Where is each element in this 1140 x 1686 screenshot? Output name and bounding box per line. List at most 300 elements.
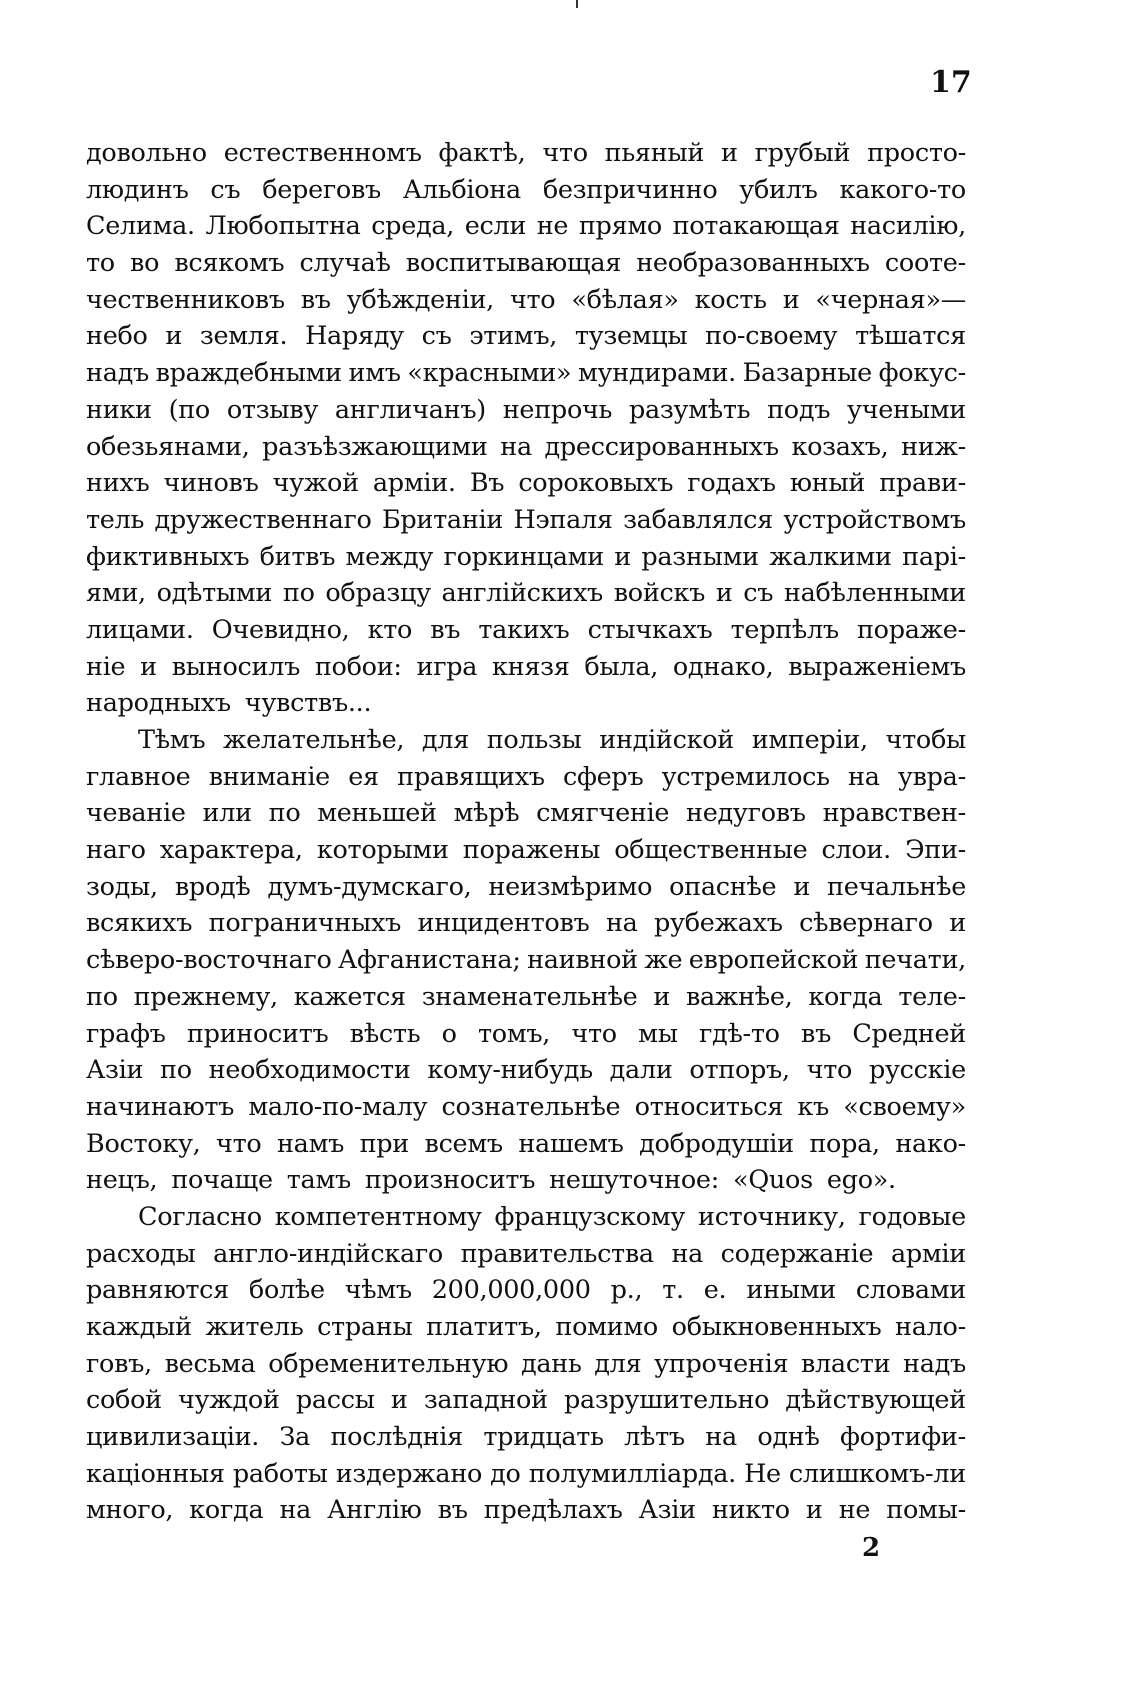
word: русскіе: [868, 1055, 966, 1086]
word: дружественнаго: [154, 504, 372, 535]
word: убилъ: [739, 174, 818, 205]
word: всякихъ: [86, 908, 193, 939]
word: думъ-думскаго,: [267, 871, 472, 902]
word: источнику,: [698, 1201, 846, 1232]
text-line: [86, 355, 966, 392]
word: этимъ,: [469, 321, 558, 352]
word: прави-: [879, 468, 966, 499]
word: фактѣ,: [438, 138, 526, 168]
word: «Quos: [733, 1165, 813, 1196]
word: печальнѣе: [827, 871, 966, 902]
word: гдѣ-то: [699, 1018, 780, 1049]
word: дань: [520, 1348, 582, 1379]
word: что: [806, 1055, 853, 1086]
word: сѣвернаго: [799, 908, 933, 939]
text-line: [86, 1346, 966, 1383]
word: во: [130, 248, 160, 279]
word: пора,: [809, 1128, 880, 1159]
word: главное: [86, 761, 191, 792]
word: европейской: [688, 945, 859, 976]
word: мундирами.: [577, 358, 736, 389]
word: тель: [86, 504, 145, 535]
word: враждебными: [155, 358, 342, 389]
word: недуговъ: [686, 798, 806, 829]
word: нецъ,: [86, 1165, 158, 1196]
word: имъ: [348, 358, 401, 389]
word: земля.: [199, 321, 288, 352]
word: фиктивныхъ: [86, 541, 250, 572]
page-number: 17: [930, 65, 972, 100]
word: и: [782, 284, 800, 315]
word: и: [949, 908, 966, 939]
word: непрочь: [502, 394, 613, 425]
word: тѣшатся: [855, 321, 966, 352]
word: меньшей: [317, 798, 437, 829]
text-line: [86, 1016, 966, 1053]
word: учеными: [847, 394, 966, 425]
word: начинаютъ: [86, 1091, 235, 1122]
word: упроченія: [654, 1348, 789, 1379]
word: страны: [317, 1312, 413, 1342]
word: Наряду: [305, 321, 404, 352]
word: и: [390, 1385, 408, 1416]
word: князя: [492, 651, 570, 682]
text-line: [86, 208, 966, 245]
word: Афганистана;: [338, 945, 521, 976]
word: пограничныхъ: [208, 908, 402, 939]
word: наго: [86, 835, 146, 866]
word: народныхъ: [86, 688, 231, 719]
word: съ: [421, 321, 452, 352]
word: англичанъ): [334, 394, 486, 425]
word: разъѣзжающими: [262, 431, 488, 462]
word: е.: [703, 1275, 727, 1306]
word: смягченіе: [536, 798, 670, 829]
word: Средней: [852, 1018, 966, 1049]
word: устройствомъ: [783, 504, 966, 535]
word: характера,: [159, 835, 303, 866]
word: «красными»: [407, 358, 572, 389]
word: чтобы: [885, 725, 966, 755]
word: не: [838, 1495, 871, 1526]
word: береговъ: [262, 174, 381, 205]
word: отпоръ,: [689, 1055, 790, 1086]
word: для: [421, 725, 469, 755]
word: англійскихъ: [441, 578, 603, 609]
word: французскому: [494, 1201, 686, 1232]
word: въ: [430, 614, 461, 645]
text-line: [86, 1456, 966, 1493]
word: сознательнѣе: [441, 1091, 621, 1122]
word: что: [542, 138, 588, 168]
word: устремилось: [661, 761, 830, 792]
word: цивилизаціи.: [86, 1422, 260, 1453]
word: и: [614, 541, 631, 572]
word: необразованныхъ: [636, 248, 870, 279]
word: западной: [423, 1385, 548, 1416]
word: то: [86, 248, 115, 279]
text-line: [86, 979, 966, 1016]
word: пьяный: [604, 138, 705, 168]
word: чеваніе: [86, 798, 186, 829]
word: чужой: [272, 468, 359, 499]
body-text: [86, 135, 966, 1529]
word: дали: [609, 1055, 673, 1086]
text-line: [86, 1199, 966, 1236]
word: желательнѣе,: [222, 725, 405, 755]
word: просто-: [867, 138, 966, 168]
text-line: [86, 1382, 966, 1419]
word: Любопытна: [205, 211, 361, 242]
word: какого-то: [839, 174, 966, 205]
word: въ: [437, 1495, 468, 1526]
word: ниж-: [901, 431, 966, 462]
word: о: [441, 1018, 457, 1049]
text-line: [86, 575, 966, 612]
word: мало-по-малу: [248, 1091, 428, 1122]
word: что: [216, 1128, 262, 1159]
word: побои:: [314, 651, 402, 682]
word: р.,: [610, 1275, 643, 1306]
word: весьма: [164, 1348, 256, 1379]
word: зоды,: [86, 871, 158, 902]
word: войскъ: [613, 578, 706, 609]
word: и: [721, 138, 738, 168]
word: лѣтъ: [624, 1422, 685, 1453]
word: надъ: [903, 1348, 966, 1379]
word: набѣленными: [783, 578, 966, 609]
text-line: [86, 1126, 966, 1163]
word: «бѣлая»: [571, 284, 679, 315]
text-line: [86, 869, 966, 906]
word: добродушіи: [639, 1128, 794, 1159]
word: между: [345, 541, 434, 572]
text-line: [86, 1272, 966, 1309]
word: увра-: [897, 761, 966, 792]
text-line: [86, 685, 966, 722]
word: если: [464, 211, 527, 242]
word: на: [848, 761, 880, 792]
word: Базарные: [742, 358, 872, 389]
word: забавлялся: [623, 504, 773, 535]
text-line: [86, 1052, 966, 1089]
word: каждый: [86, 1312, 192, 1342]
word: ники: [86, 394, 152, 425]
word: компетентному: [274, 1201, 482, 1232]
word: Не: [744, 1458, 781, 1489]
word: теле-: [898, 981, 966, 1012]
word: правительства: [460, 1238, 654, 1269]
word: слои.: [821, 835, 891, 866]
word: чувствъ...: [244, 688, 372, 719]
text-line: [86, 465, 966, 502]
text-line: [86, 245, 966, 282]
word: же: [644, 945, 683, 976]
word: общественные: [614, 835, 808, 866]
word: однѣ: [757, 1422, 820, 1453]
text-line: [86, 1162, 966, 1199]
word: рассы: [295, 1385, 375, 1416]
word: по: [268, 798, 301, 829]
word: подъ: [767, 394, 831, 425]
word: правящихъ: [397, 761, 545, 792]
word: которыми: [316, 835, 449, 866]
text-line: [86, 502, 966, 539]
word: въ: [300, 284, 331, 315]
word: и: [140, 651, 157, 682]
word: всякомъ: [174, 248, 285, 279]
word: неизмѣримо: [488, 871, 653, 902]
word: для: [594, 1348, 642, 1379]
word: словами: [855, 1275, 966, 1306]
word: Азіи: [86, 1055, 144, 1086]
word: чуждой: [178, 1385, 280, 1416]
word: разными: [641, 541, 759, 572]
word: Англію: [327, 1495, 422, 1526]
word: много,: [86, 1495, 174, 1526]
word: къ: [797, 1091, 829, 1122]
word: людинъ: [86, 174, 189, 205]
word: годахъ: [687, 468, 776, 499]
word: томъ,: [477, 1018, 551, 1049]
word: Тѣмъ: [138, 725, 206, 755]
word: игра: [416, 651, 478, 682]
word: сферъ: [562, 761, 644, 792]
word: Нэпаля: [513, 504, 613, 535]
word: насилію,: [850, 211, 966, 242]
word: вродѣ: [174, 871, 251, 902]
word: иными: [746, 1275, 836, 1306]
word: арміи.: [372, 468, 456, 499]
word: по: [86, 981, 118, 1012]
word: случаѣ: [299, 248, 391, 279]
word: платитъ,: [426, 1312, 542, 1342]
word: кто: [367, 614, 413, 645]
word: небо: [86, 321, 148, 352]
text-line: [86, 429, 966, 466]
word: и: [165, 321, 183, 352]
text-line: [86, 392, 966, 429]
word: нашемъ: [518, 1128, 624, 1159]
word: жалкими: [769, 541, 892, 572]
word: относиться: [634, 1091, 784, 1122]
word: по: [282, 578, 315, 609]
word: выраженіемъ: [788, 651, 966, 682]
word: не: [536, 211, 569, 242]
text-line: [86, 282, 966, 319]
word: Азіи: [638, 1495, 696, 1526]
word: обременительную: [268, 1348, 509, 1379]
word: болѣе: [248, 1275, 325, 1306]
word: вѣсть: [349, 1018, 421, 1049]
word: содержаніе: [720, 1238, 874, 1269]
word: до: [490, 1458, 521, 1489]
word: сооте-: [884, 248, 966, 279]
word: на: [705, 1422, 737, 1453]
word: что: [509, 284, 556, 315]
word: выносилъ: [171, 651, 301, 682]
word: произноситъ: [364, 1165, 536, 1196]
word: послѣднія: [330, 1422, 463, 1453]
word: естественномъ: [223, 138, 422, 168]
word: обыкновенныхъ: [671, 1312, 882, 1342]
word: образцу: [325, 578, 431, 609]
word: равняются: [86, 1275, 229, 1306]
word: парі-: [902, 541, 966, 572]
text-line: [86, 612, 966, 649]
word: довольно: [86, 138, 207, 168]
word: нако-: [895, 1128, 966, 1159]
text-line: [86, 539, 966, 576]
word: была,: [584, 651, 659, 682]
word: съ: [210, 174, 241, 205]
text-line: [86, 1309, 966, 1346]
word: разумѣть: [628, 394, 751, 425]
word: и: [715, 578, 733, 609]
word: нало-: [895, 1312, 966, 1342]
word: намъ: [276, 1128, 345, 1159]
scan-mark: [576, 0, 578, 8]
word: нешуточное:: [549, 1165, 720, 1196]
word: по: [160, 1055, 192, 1086]
word: Востоку,: [86, 1128, 201, 1159]
word: фокус-: [878, 358, 966, 389]
word: опаснѣе: [669, 871, 777, 902]
word: «своему»: [843, 1091, 966, 1122]
text-line: [86, 1236, 966, 1273]
word: Эпи-: [905, 835, 966, 866]
text-line: [86, 832, 966, 869]
word: наивной: [527, 945, 638, 976]
word: дѣйствующей: [785, 1385, 966, 1416]
word: арміи: [890, 1238, 966, 1269]
word: на: [605, 908, 638, 939]
word: безпричинно: [542, 174, 718, 205]
word: кому-нибудь: [427, 1055, 593, 1086]
word: однако,: [672, 651, 774, 682]
word: стычкахъ: [587, 614, 713, 645]
word: пользы: [486, 725, 582, 755]
word: разрушительно: [564, 1385, 770, 1416]
text-line: [86, 759, 966, 796]
word: и: [653, 981, 671, 1012]
word: издержано: [335, 1458, 483, 1489]
text-line: [86, 172, 966, 209]
word: почаще: [171, 1165, 273, 1196]
word: индійской: [599, 725, 734, 755]
text-line: [86, 1089, 966, 1126]
text-line: [86, 1419, 966, 1456]
word: Британіи: [381, 504, 504, 535]
word: необходимости: [208, 1055, 411, 1086]
word: печати,: [864, 945, 966, 976]
word: ego».: [826, 1165, 896, 1196]
word: (по: [168, 394, 210, 425]
word: собой: [86, 1385, 162, 1416]
word: За: [279, 1422, 311, 1453]
word: одѣтыми: [156, 578, 273, 609]
word: когда: [189, 1495, 264, 1526]
word: всемъ: [424, 1128, 503, 1159]
word: слишкомъ-ли: [788, 1458, 966, 1489]
word: расходы: [86, 1238, 196, 1269]
text-line: [86, 795, 966, 832]
word: или: [202, 798, 252, 829]
word: т.: [662, 1275, 684, 1306]
word: чиновъ: [163, 468, 259, 499]
word: прежнему,: [133, 981, 278, 1012]
word: сороковыхъ: [518, 468, 674, 499]
text-line: [86, 649, 966, 686]
word: среда,: [371, 211, 455, 242]
word: съ: [743, 578, 774, 609]
word: рубежахъ: [654, 908, 783, 939]
text-line: [86, 318, 966, 355]
word: годовые: [858, 1201, 966, 1232]
word: 200,000,000: [431, 1275, 591, 1306]
word: инцидентовъ: [417, 908, 590, 939]
word: обезьянами,: [86, 431, 250, 462]
word: когда: [808, 981, 883, 1012]
word: англо-индійскаго: [213, 1238, 443, 1269]
word: надъ: [86, 358, 149, 389]
word: грубый: [754, 138, 851, 168]
word: важнѣе,: [685, 981, 793, 1012]
word: Очевидно,: [211, 614, 350, 645]
word: туземцы: [574, 321, 688, 352]
word: мѣрѣ: [453, 798, 520, 829]
word: горкинцами: [443, 541, 604, 572]
word: ями,: [86, 578, 146, 609]
word: при: [359, 1128, 409, 1159]
word: имперіи,: [751, 725, 868, 755]
word: помы-: [886, 1495, 966, 1526]
word: терпѣлъ: [730, 614, 839, 645]
word: нихъ: [86, 468, 150, 499]
word: власти: [800, 1348, 891, 1379]
word: помимо: [555, 1312, 658, 1342]
word: каціонныя: [86, 1458, 225, 1489]
word: чественниковъ: [86, 284, 285, 315]
word: тридцать: [483, 1422, 604, 1453]
word: потакающая: [672, 211, 840, 242]
word: что: [571, 1018, 617, 1049]
word: воспитывающая: [405, 248, 622, 279]
word: сѣверо-восточнаго: [86, 945, 332, 976]
word: кость: [694, 284, 767, 315]
word: Согласно: [138, 1201, 262, 1232]
word: знаменательнѣе: [421, 981, 638, 1012]
word: на: [671, 1238, 704, 1269]
word: въ: [801, 1018, 832, 1049]
word: ніе: [86, 651, 126, 682]
word: графъ: [86, 1018, 166, 1049]
word: лицами.: [86, 614, 194, 645]
word: юный: [789, 468, 866, 499]
word: козахъ,: [791, 431, 889, 462]
text-line: [86, 722, 966, 759]
word: предѣлахъ: [483, 1495, 623, 1526]
word: поражены: [462, 835, 601, 866]
word: такихъ: [478, 614, 570, 645]
word: полумилліарда.: [528, 1458, 736, 1489]
word: отзыву: [226, 394, 319, 425]
word: по-своему: [705, 321, 838, 352]
word: «черная»—: [815, 284, 966, 315]
word: работы: [232, 1458, 328, 1489]
word: фортифи-: [840, 1422, 966, 1453]
word: дрессированныхъ: [544, 431, 779, 462]
